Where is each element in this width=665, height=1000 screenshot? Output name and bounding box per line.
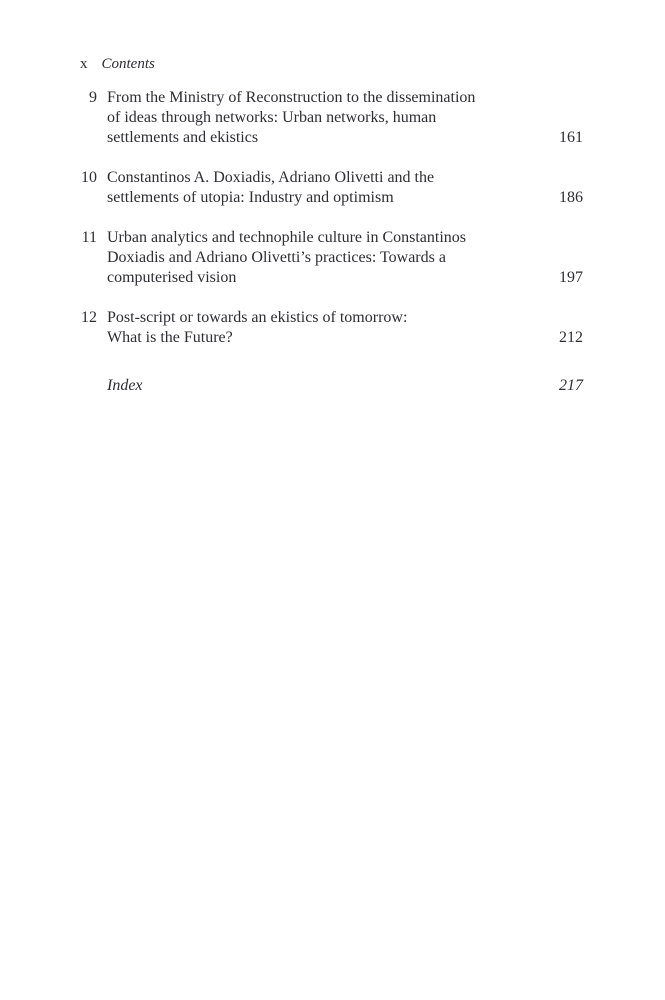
toc-entry-page-number: 217 <box>559 377 583 394</box>
toc-title-line: settlements and ekistics <box>107 129 259 146</box>
toc-title-line: Urban analytics and technophile culture in Constantinos <box>107 229 467 246</box>
toc-title-line: Doxiadis and Adriano Olivetti’s practices: Towards a <box>107 249 446 266</box>
toc-entry-title <box>97 376 547 396</box>
toc-title-line: settlements of utopia: Industry and optimism <box>107 189 394 206</box>
toc-title-line: Post-script or towards an ekistics of tomorrow: <box>107 309 408 326</box>
toc-entry <box>80 168 583 208</box>
toc-title-line: of ideas through networks: Urban networks, human <box>107 109 437 126</box>
toc-entry-title <box>97 228 547 288</box>
toc-entry-title <box>97 88 547 148</box>
toc-title-line: What is the Future? <box>107 329 233 346</box>
toc-entry-number: 11 <box>81 229 97 246</box>
toc-list <box>80 88 583 396</box>
running-head <box>80 54 583 74</box>
toc-entry-title <box>97 308 547 348</box>
toc-entry-title <box>97 168 547 208</box>
running-head-title: Contents <box>101 56 155 72</box>
toc-title-line: From the Ministry of Reconstruction to the dissemination <box>107 89 476 106</box>
toc-entry-number: 9 <box>89 89 97 106</box>
toc-entry <box>80 308 583 348</box>
toc-entry <box>80 88 583 148</box>
toc-title-line: Constantinos A. Doxiadis, Adriano Olivetti and the <box>107 169 435 186</box>
toc-entry <box>80 228 583 288</box>
toc-entry <box>80 376 583 396</box>
toc-title-line: Index <box>107 377 143 394</box>
folio-page-number: x <box>80 56 88 72</box>
toc-entry-number: 10 <box>81 169 97 186</box>
toc-entry-page-number: 186 <box>559 189 583 206</box>
toc-title-line: computerised vision <box>107 269 237 286</box>
toc-entry-page-number: 197 <box>559 269 583 286</box>
toc-entry-number: 12 <box>81 309 97 326</box>
toc-entry-page-number: 161 <box>559 129 583 146</box>
toc-entry-page-number: 212 <box>559 329 583 346</box>
